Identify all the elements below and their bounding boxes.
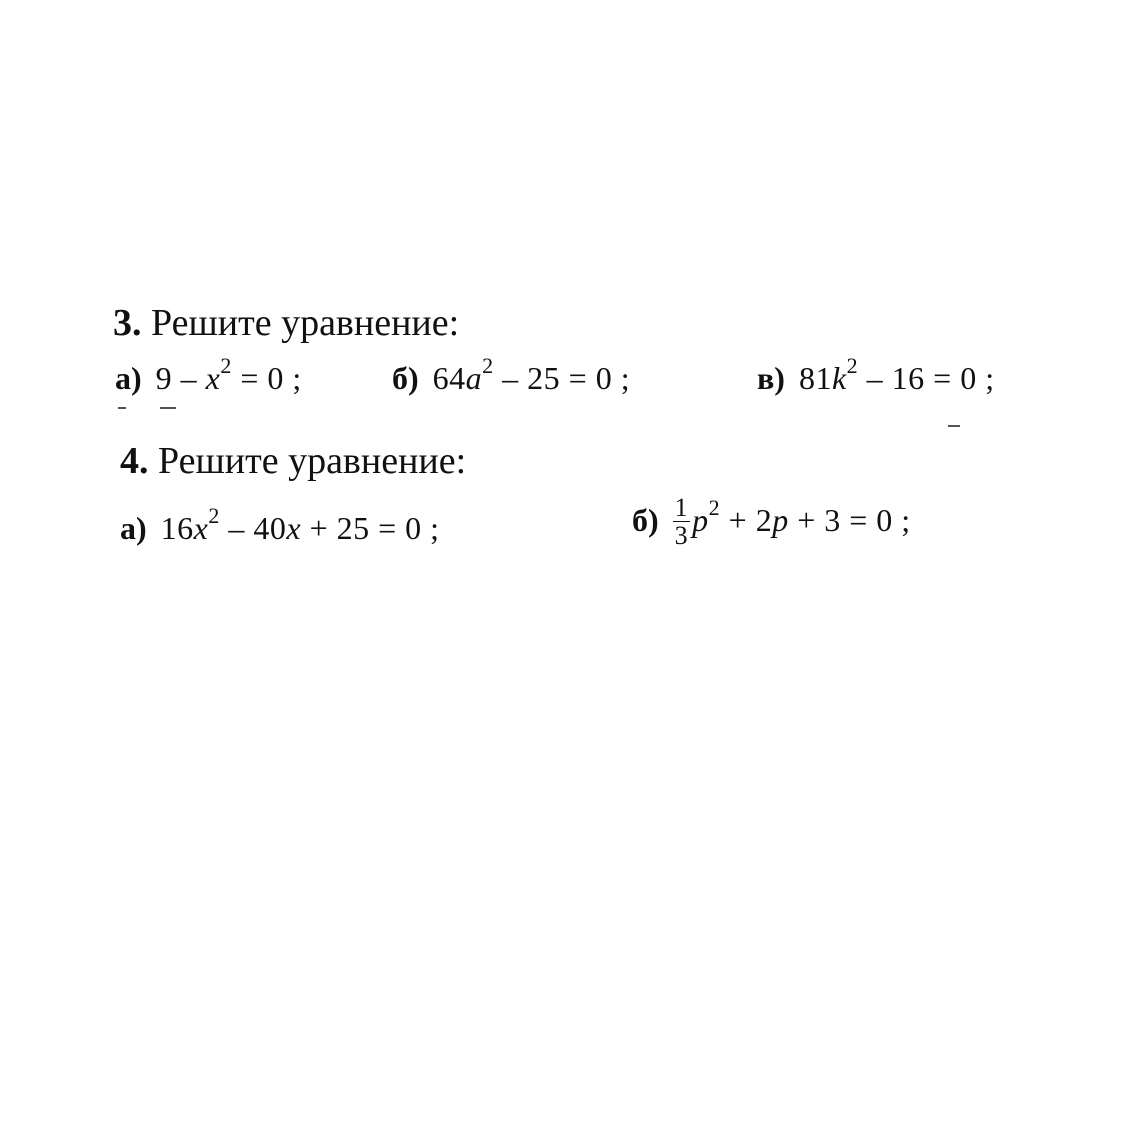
item-label: а) xyxy=(120,510,147,546)
task-4-title: Решите уравнение: xyxy=(158,440,467,482)
equation: $64a^2 - 25 = 0$ ; xyxy=(432,353,631,396)
equation: $\frac{1}{3}$ $p^2 + 2p + 3 = 0$ ; xyxy=(674,493,911,551)
item-label: в) xyxy=(757,360,785,396)
task-3-item-a xyxy=(115,353,302,396)
task-4-heading xyxy=(120,442,466,480)
item-label: б) xyxy=(632,502,659,539)
task-3-item-b xyxy=(392,353,631,396)
item-label: б) xyxy=(392,360,419,396)
item-label: а) xyxy=(115,360,142,396)
task-4-item-a xyxy=(120,503,440,546)
fraction: $\frac{1}{3}$ xyxy=(674,493,689,551)
task-4-item-b xyxy=(632,493,911,552)
task-3-number: 3. xyxy=(113,302,142,344)
task-4-number: 4. xyxy=(120,440,149,482)
task-3-item-c xyxy=(757,353,995,396)
clipped-line-fragment xyxy=(118,407,126,409)
equation: $16x^2 - 40x + 25 = 0$ ; xyxy=(160,503,440,546)
task-3-title: Решите уравнение: xyxy=(151,302,460,344)
equation: $9 - x^2 = 0$ ; xyxy=(155,353,302,396)
clipped-line-fragment xyxy=(948,425,960,427)
task-3-heading xyxy=(113,304,459,342)
clipped-line-fragment xyxy=(160,407,176,409)
equation: $81k^2 - 16 = 0$ ; xyxy=(798,353,995,396)
